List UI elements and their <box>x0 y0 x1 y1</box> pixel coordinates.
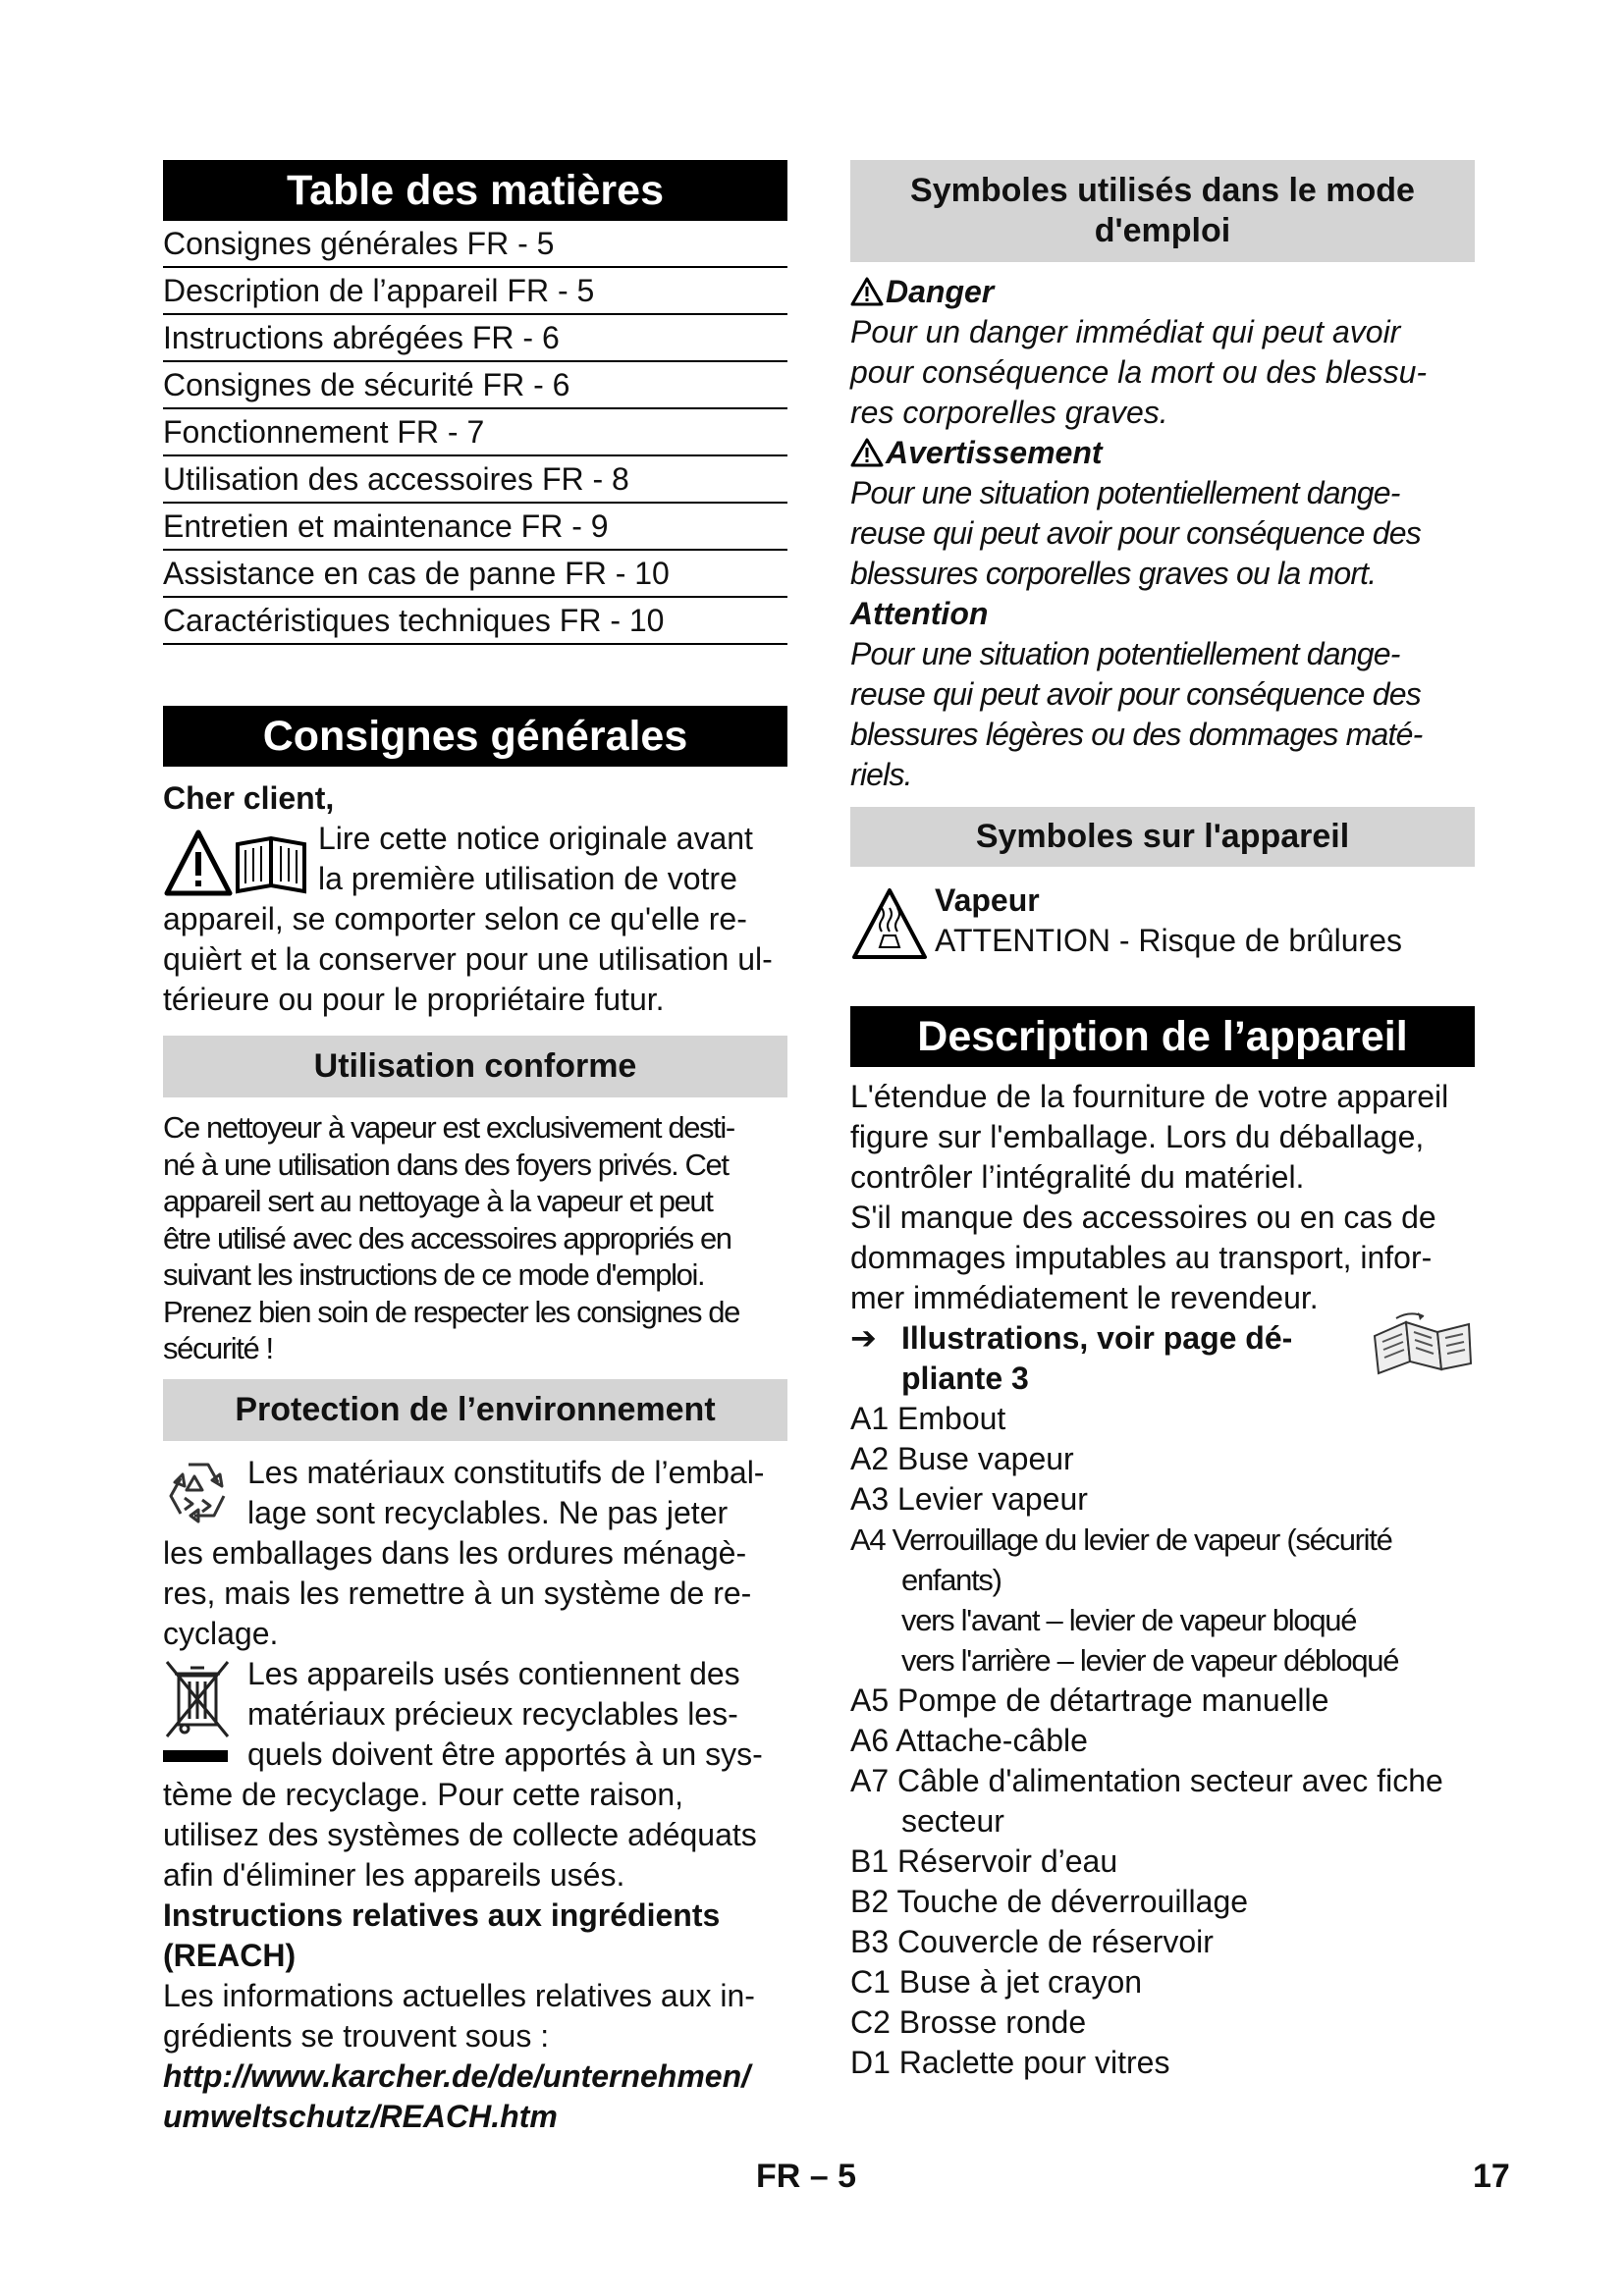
arrow-right-icon: ➔ <box>850 1320 877 1356</box>
hot-steam-icon <box>850 886 929 961</box>
intended-use-line: être utilisé avec des accessoires appropriés en <box>163 1220 731 1255</box>
toc-item[interactable]: Consignes de sécurité FR - 6 <box>163 362 787 409</box>
illustrations-ref <box>850 1318 1475 1399</box>
device-symbols-title: Symboles sur l'appareil <box>850 807 1475 867</box>
toc-item[interactable]: Instructions abrégées FR - 6 <box>163 315 787 362</box>
weee-line: tème de recyclage. Pour cette raison, <box>163 1776 684 1812</box>
general-title: Consignes générales <box>163 706 787 767</box>
danger-line: res corporelles graves. <box>850 395 1168 430</box>
description-line: L'étendue de la fourniture de votre appareil <box>850 1079 1449 1114</box>
list-sub-item: enfants) <box>901 1563 1001 1597</box>
intended-use-title: Utilisation conforme <box>163 1036 787 1097</box>
list-item: B2 Touche de déverrouillage <box>850 1884 1249 1919</box>
weee-line: quels doivent être apportés à un sys- <box>247 1735 763 1772</box>
recycle-line: Les matériaux constitutifs de l’embal- <box>247 1454 765 1490</box>
recycle-line: cyclage. <box>163 1615 279 1651</box>
description-intro <box>850 1077 1475 1318</box>
weee-line: utilisez des systèmes de collecte adéquats <box>163 1816 757 1852</box>
warning-title: Avertissement <box>886 435 1103 470</box>
description-line: S'il manque des accessoires ou en cas de <box>850 1200 1436 1235</box>
intended-use-line: né à une utilisation dans des foyers privés. Cet <box>163 1147 729 1182</box>
danger-title: Danger <box>886 274 995 309</box>
warning-triangle-icon <box>850 438 884 467</box>
reach-url-line[interactable]: http://www.karcher.de/de/unternehmen/ <box>163 2057 751 2094</box>
list-sub-item: vers l'avant – levier de vapeur bloqué <box>901 1603 1357 1637</box>
recycle-paragraph <box>163 1453 787 1654</box>
description-line: mer immédiatement le revendeur. <box>850 1280 1319 1315</box>
list-item: D1 Raclette pour vitres <box>850 2045 1170 2080</box>
intro-line: la première utilisation de votre <box>318 861 737 896</box>
caution-title: Attention <box>850 596 989 631</box>
list-item: A3 Levier vapeur <box>850 1481 1088 1517</box>
weee-paragraph <box>163 1654 787 1896</box>
list-item: C2 Brosse ronde <box>850 2004 1087 2040</box>
warning-line: Pour une situation potentiellement dange- <box>850 475 1400 510</box>
toc-item[interactable]: Assistance en cas de panne FR - 10 <box>163 551 787 598</box>
description-title: Description de l’appareil <box>850 1006 1475 1067</box>
weee-line: matériaux précieux recyclables les- <box>247 1695 738 1732</box>
list-item: A2 Buse vapeur <box>850 1441 1074 1476</box>
reach-paragraph <box>163 1976 787 2056</box>
caution-line: reuse qui peut avoir pour conséquence des <box>850 676 1421 712</box>
toc-list <box>163 221 787 645</box>
right-column <box>850 160 1475 2083</box>
weee-line: Les appareils usés contiennent des <box>247 1655 740 1691</box>
toc-item[interactable]: Consignes générales FR - 5 <box>163 221 787 268</box>
toc-item[interactable]: Caractéristiques techniques FR - 10 <box>163 598 787 645</box>
recycle-icon <box>163 1457 234 1525</box>
warning-heading <box>850 433 1475 473</box>
reach-title <box>163 1896 787 1976</box>
list-item: A1 Embout <box>850 1401 1006 1436</box>
symbols-title: Symboles utilisés dans le mode d'emploi <box>850 160 1475 262</box>
list-item: C1 Buse à jet crayon <box>850 1964 1143 2000</box>
warning-text <box>850 473 1475 594</box>
intended-use-line: Ce nettoyeur à vapeur est exclusivement desti- <box>163 1110 734 1145</box>
intro-line: Lire cette notice originale avant <box>318 821 753 856</box>
list-item: A5 Pompe de détartrage manuelle <box>850 1682 1329 1718</box>
parts-list <box>850 1399 1475 2083</box>
intended-use-line: Prenez bien soin de respecter les consignes de <box>163 1294 739 1329</box>
page-number: 17 <box>1473 2158 1510 2195</box>
danger-line: Pour un danger immédiat qui peut avoir <box>850 314 1401 349</box>
steam-text: ATTENTION - Risque de brûlures <box>935 923 1402 958</box>
caution-line: riels. <box>850 757 912 792</box>
intended-use-line: suivant les instructions de ce mode d'emploi. <box>163 1257 705 1292</box>
intended-use-paragraph <box>163 1109 787 1367</box>
list-sub-item: vers l'arrière – levier de vapeur débloqué <box>901 1643 1399 1678</box>
warning-line: reuse qui peut avoir pour conséquence des <box>850 515 1421 551</box>
steam-symbol <box>850 881 1475 961</box>
toc-title: Table des matières <box>163 160 787 221</box>
reach-line: Les informations actuelles relatives aux in- <box>163 1977 755 2013</box>
salutation: Cher client, <box>163 780 335 816</box>
reach-title-line: Instructions relatives aux ingrédients <box>163 1896 721 1933</box>
illustrations-line: pliante 3 <box>901 1361 1029 1396</box>
weee-line: afin d'éliminer les appareils usés. <box>163 1856 625 1893</box>
recycle-line: les emballages dans les ordures ménagè- <box>163 1534 747 1571</box>
left-column <box>163 160 787 2137</box>
recycle-line: res, mais les remettre à un système de re- <box>163 1575 752 1611</box>
list-item: A4 Verrouillage du levier de vapeur (sécurité <box>850 1522 1392 1557</box>
warning-triangle-icon <box>850 277 884 306</box>
crossed-out-bin-icon <box>163 1656 234 1766</box>
danger-heading <box>850 272 1475 312</box>
intro-line: térieure ou pour le propriétaire futur. <box>163 982 665 1017</box>
list-item: B1 Réservoir d’eau <box>850 1843 1118 1879</box>
caution-line: Pour une situation potentiellement dange- <box>850 636 1400 671</box>
description-line: figure sur l'emballage. Lors du déballage, <box>850 1119 1425 1154</box>
description-line: dommages imputables au transport, infor- <box>850 1240 1433 1275</box>
toc-item[interactable]: Entretien et maintenance FR - 9 <box>163 504 787 551</box>
danger-line: pour conséquence la mort ou des blessu- <box>850 354 1428 390</box>
intended-use-line: sécurité ! <box>163 1331 273 1365</box>
intro-line: appareil, se comporter selon ce qu'elle re- <box>163 901 747 936</box>
intro-line: quièrt et la conserver pour une utilisation ul- <box>163 941 773 977</box>
reach-title-line: (REACH) <box>163 1937 297 1973</box>
foldout-pages-icon <box>1367 1310 1475 1379</box>
caution-line: blessures légères ou des dommages maté- <box>850 717 1423 752</box>
steam-label: Vapeur <box>935 882 1040 918</box>
list-item: A6 Attache-câble <box>850 1723 1088 1758</box>
page-label: FR – 5 <box>756 2158 857 2195</box>
reach-link[interactable] <box>163 2056 787 2137</box>
intended-use-line: appareil sert au nettoyage à la vapeur et peut <box>163 1184 713 1218</box>
danger-text <box>850 312 1475 433</box>
intro-paragraph <box>163 819 787 1020</box>
warning-line: blessures corporelles graves ou la mort. <box>850 556 1377 591</box>
environment-title: Protection de l’environnement <box>163 1379 787 1441</box>
toc-item[interactable]: Description de l’appareil FR - 5 <box>163 268 787 315</box>
caution-text <box>850 634 1475 795</box>
toc-item[interactable]: Fonctionnement FR - 7 <box>163 409 787 456</box>
recycle-line: lage sont recyclables. Ne pas jeter <box>247 1494 729 1530</box>
reach-url-line[interactable]: umweltschutz/REACH.htm <box>163 2098 558 2134</box>
list-item: A7 Câble d'alimentation secteur avec fiche secteur <box>850 1763 1443 1839</box>
list-item: B3 Couvercle de réservoir <box>850 1924 1214 1959</box>
illustrations-line: Illustrations, voir page dé- <box>901 1320 1293 1356</box>
description-line: contrôler l’intégralité du matériel. <box>850 1159 1305 1195</box>
reach-line: grédients se trouvent sous : <box>163 2017 550 2054</box>
warning-manual-icon <box>163 825 308 897</box>
toc-item[interactable]: Utilisation des accessoires FR - 8 <box>163 456 787 504</box>
